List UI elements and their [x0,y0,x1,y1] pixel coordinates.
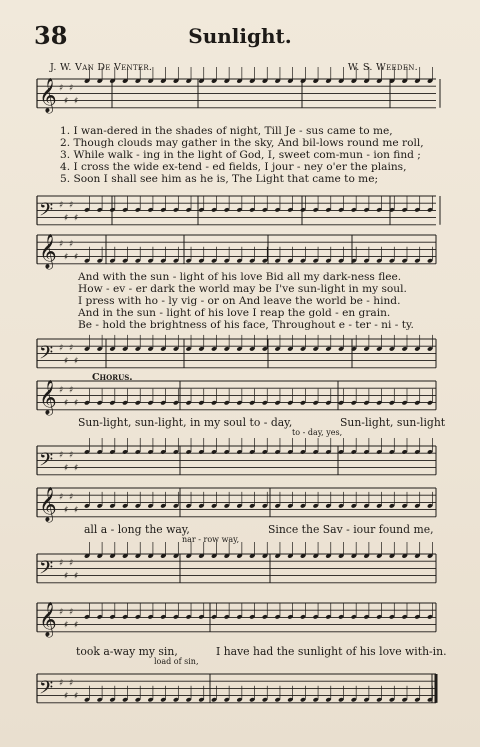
sharp-icon: ♯ [59,200,64,211]
verse-line-5: 5. Soon I shall see him as he is, The Light that came to me; [60,173,379,186]
verse-block-2 [78,271,468,331]
sharp-icon: ♯ [74,96,79,107]
sharp-icon: ♯ [69,385,74,396]
chorus-lyric: all a - long the way, [84,523,190,536]
sharp-icon: ♯ [69,607,74,618]
sharp-icon: ♯ [74,213,79,224]
author-credit: J. W. Van De Venter. [50,62,153,73]
chorus-lyric: I have had the sunlight of his love with-in. [216,645,447,658]
hymn-title: Sunlight. [188,24,292,48]
verse-line-3: I press with ho - ly vig - or on And leave the world be - hind. [78,295,401,308]
bass-clef-icon: 𝄢 [39,558,54,584]
sharp-icon: ♯ [74,691,79,702]
sharp-icon: ♯ [74,398,79,409]
treble-clef-icon: 𝄞 [39,379,57,415]
alto-lyric: load of sin, [154,657,199,666]
sharp-icon: ♯ [69,239,74,250]
sharp-icon: ♯ [69,678,74,689]
sharp-icon: ♯ [69,83,74,94]
page-number: 38 [34,21,68,50]
verse-line-2: How - ev - er dark the world may be I've sun-light in my soul. [78,283,407,296]
sharp-icon: ♯ [69,492,74,503]
sharp-icon: ♯ [59,83,64,94]
bass-clef-icon: 𝄢 [39,200,54,226]
bass-clef-icon: 𝄢 [39,678,54,704]
composer-credit: W. S. Weeden. [347,62,418,73]
treble-clef-icon: 𝄞 [39,233,57,269]
verse-line-4: 4. I cross the wide ex-tend - ed fields, I jour - ney o'er the plains, [60,161,407,174]
verse-line-4: And in the sun - light of his love I reap the gold - en grain. [78,307,391,320]
verse-line-5: Be - hold the brightness of his face, Throughout e - ter - ni - ty. [78,319,414,332]
sharp-icon: ♯ [74,356,79,367]
chorus-lyric: Since the Sav - iour found me, [268,523,434,536]
sharp-icon: ♯ [59,343,64,354]
chorus-lyric: took a-way my sin, [76,645,178,658]
bass-clef-icon: 𝄢 [39,343,54,369]
chorus-lyric: Sun-light, sun-light [340,416,446,429]
sharp-icon: ♯ [74,571,79,582]
sharp-icon: ♯ [69,558,74,569]
verse-block-1 [60,125,450,185]
verse-line-3: 3. While walk - ing in the light of God, I, sweet com-mun - ion find ; [60,149,421,162]
verse-line-1: And with the sun - light of his love Bid all my dark-ness flee. [78,271,402,283]
sharp-icon: ♯ [59,450,64,461]
treble-clef-icon: 𝄞 [39,77,57,113]
sharp-icon: ♯ [74,505,79,516]
chorus-label: Chorus. [92,372,133,383]
verse-line-2: 2. Though clouds may gather in the sky, And bil-lows round me roll, [60,137,424,150]
sharp-icon: ♯ [64,96,69,107]
sharp-icon: ♯ [59,492,64,503]
alto-lyric: to - day, yes, [292,428,343,437]
bass-clef-icon: 𝄢 [39,450,54,476]
sharp-icon: ♯ [74,620,79,631]
sharp-icon: ♯ [59,558,64,569]
sharp-icon: ♯ [74,463,79,474]
treble-clef-icon: 𝄞 [39,486,57,522]
sharp-icon: ♯ [64,356,69,367]
sharp-icon: ♯ [64,463,69,474]
sharp-icon: ♯ [64,213,69,224]
sharp-icon: ♯ [69,343,74,354]
verse-line-1: 1. I wan-dered in the shades of night, Till Je - sus came to me, [60,125,393,137]
sharp-icon: ♯ [64,691,69,702]
sharp-icon: ♯ [59,385,64,396]
sharp-icon: ♯ [59,678,64,689]
sharp-icon: ♯ [69,450,74,461]
chorus-lyric: Sun-light, sun-light, in my soul to - day, [78,416,293,429]
sharp-icon: ♯ [64,571,69,582]
sharp-icon: ♯ [69,200,74,211]
sharp-icon: ♯ [64,505,69,516]
sharp-icon: ♯ [59,607,64,618]
sharp-icon: ♯ [74,252,79,263]
sharp-icon: ♯ [64,252,69,263]
alto-lyric: nar - row way, [182,535,240,544]
sharp-icon: ♯ [64,620,69,631]
treble-clef-icon: 𝄞 [39,601,57,637]
sharp-icon: ♯ [64,398,69,409]
sharp-icon: ♯ [59,239,64,250]
